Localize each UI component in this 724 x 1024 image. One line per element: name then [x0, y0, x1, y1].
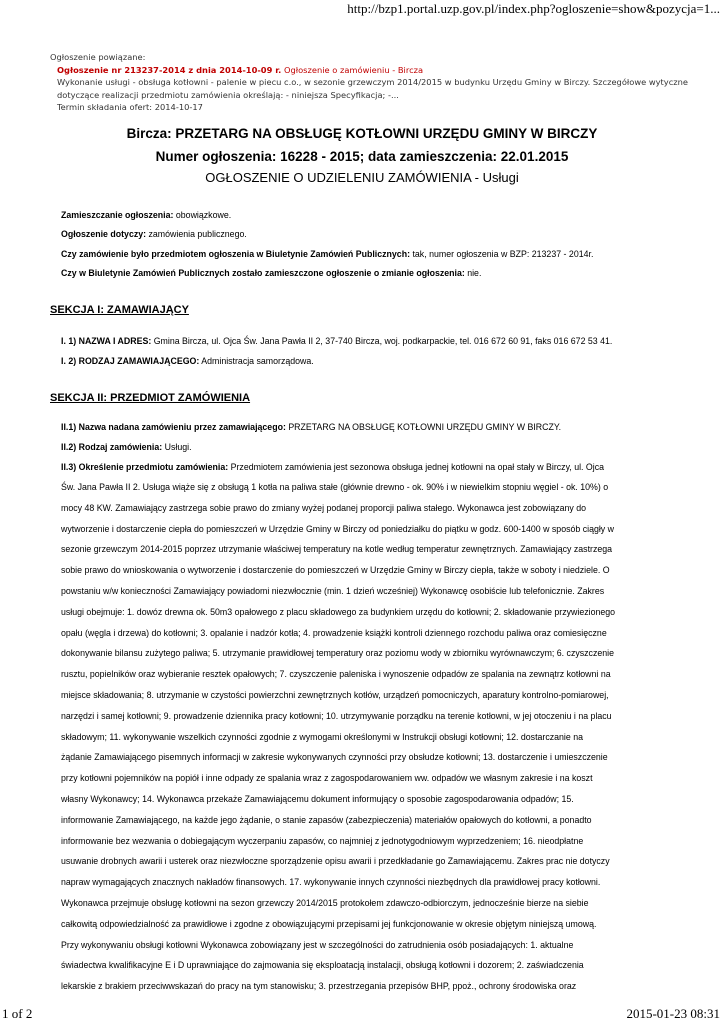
description-line: mocy 48 KW. Zamawiający zastrzega sobie prawo do zmiany wyżej podanej proporcji paliwa stałego. Wykonawca jest zobowiązany do	[61, 502, 587, 513]
related-title[interactable]: Ogłoszenie nr 213237-2014 z dnia 2014-10-09 r.	[57, 64, 282, 75]
related-desc-2: dotyczące realizacji przedmiotu zamówienia określają: - niniejsza Specyfikacja; -...	[57, 89, 399, 100]
related-link[interactable]: Ogłoszenie o zamówieniu - Bircza	[283, 64, 424, 75]
description-line: miejsce składowania; 8. utrzymanie w czystości powierzchni zewnętrznych kotłów, urządzeń pomocniczych, aparatury kontrolno-pomiarowej,	[61, 690, 609, 700]
description-first-line: II.3) Określenie przedmiotu zamówienia: Przedmiotem zamówienia jest sezonowa obsługa jednej kotłowni na opał stały w Birczy, ul. Ojca	[61, 462, 605, 472]
description-line: usługi obejmuje: 1. dowóz drewna ok. 50m3 opałowego z placu składowego za budynkiem urzędu do kotłowni; 2. składowanie przywiezionego	[61, 606, 616, 617]
description-line: sezonie grzewczym 2014-2015 poprzez utrzymanie właściwej temperatury na kotle według temperatur zewnętrznych. Zamawiający zastrzega	[61, 544, 613, 555]
description-line: Św. Jana Pawła II 2. Usługa wiąże się z obsługą 1 kotła na paliwa stałe (głównie drewno - ok. 90% i w niewielkim stopniu węgiel - ok. 10%) o	[61, 482, 609, 492]
print-footer-page: 1 of 2	[2, 1006, 33, 1021]
description-line: własny Wykonawcy; 14. Wykonawca przekaże Zamawiającemu dokument informujący o sposobie zagospodarowania odpadów; 15.	[61, 794, 574, 804]
related-notice	[50, 51, 690, 114]
description-line: dokonywanie bilansu zużytego paliwa; 5. utrzymanie prawidłowej temperatury oraz poziomu wody w zbiorniku wyrównawczym; 6. czyszczenie	[61, 648, 614, 659]
intro-row: Zamieszczanie ogłoszenia: obowiązkowe.	[61, 210, 232, 220]
description-line: świadectwa kwalifikacyjne E i D uprawniające do zajmowania się eksploatacją instalacji, obsługą kotłowni i dozorem; 2. zaświadczenia	[61, 960, 584, 971]
description-line: sobie prawo do wnioskowania o wytworzenie i dostarczenie do pomieszczeń w Urzędzie Gminy w Birczy ciepła, także w soboty i niedziele. O	[61, 565, 610, 576]
description-line: narzędzi i samej kotłowni; 9. prowadzenie dziennika pracy kotłowni; 10. utrzymywanie porządku na terenie kotłowni, w jej otoczeniu i na placu	[61, 710, 612, 721]
print-footer-datetime: 2015-01-23 08:31	[626, 1006, 720, 1021]
notice-number: Numer ogłoszenia: 16228 - 2015; data zamieszczenia: 22.01.2015	[155, 149, 569, 164]
description-line: rusztu, popielników oraz wybieranie resztek opałowych; 7. czyszczenie paleniska i wynoszenie odpadów ze spalania na zewnątrz kotłowni na	[61, 669, 611, 680]
description-line: usuwanie drobnych awarii i usterek oraz niezwłoczne sporządzenie opisu awarii i przedkładanie go Zamawiającemu. Zakres prac nie dotyczy	[61, 856, 610, 867]
related-heading: Ogłoszenie powiązane:	[50, 52, 146, 62]
section-1-title: SEKCJA I: ZAMAWIAJĄCY	[50, 304, 189, 316]
description-line: powstaniu w/w konieczności Zamawiający powiadomi niezwłocznie (min. 1 dzień wcześniej) Wykonawcę osobiście lub telefonicznie. Zakres	[61, 586, 605, 596]
section-1-row: I. 1) NAZWA I ADRES: Gmina Bircza, ul. Ojca Św. Jana Pawła II 2, 37-740 Bircza, woj. podkarpackie, tel. 016 672 60 91, faks 016 672 53 41.	[61, 336, 613, 346]
section-2-title: SEKCJA II: PRZEDMIOT ZAMÓWIENIA	[50, 392, 251, 404]
notice-title: Bircza: PRZETARG NA OBSŁUGĘ KOTŁOWNI URZĘDU GMINY W BIRCZY	[126, 126, 598, 141]
description-line: przy kotłowni pojemników na popiół i inne odpady ze spalania wraz z zagospodarowaniem ww. odpadów we własnym zakresie i na koszt	[61, 773, 593, 784]
section-2-row: II.1) Nazwa nadana zamówieniu przez zamawiającego: PRZETARG NA OBSŁUGĘ KOTŁOWNI URZĘDU GMINY W BIRCZY.	[61, 422, 562, 432]
description-line: wytworzenie i dostarczenie ciepła do pomieszczeń w Urzędzie Gminy w Birczy od poniedziałku do piątku w godz. 600-1400 w sposób ciągły w	[61, 523, 615, 534]
related-desc-1: Wykonanie usługi - obsługa kotłowni - palenie w piecu c.o., w sezonie grzewczym 2014/2015 w budynku Urzędu Gminy w Birczy. Szczegółowe wytyczne	[57, 77, 688, 87]
related-deadline: Termin składania ofert: 2014-10-17	[57, 102, 203, 112]
description-line: napraw wymagających znacznych nakładów finansowych. 17. wykonywanie innych czynności niezbędnych dla prawidłowej pracy kotłowni.	[61, 877, 601, 888]
intro-row: Ogłoszenie dotyczy: zamówienia publicznego.	[61, 229, 247, 239]
intro-row: Czy zamówienie było przedmiotem ogłoszenia w Biuletynie Zamówień Publicznych: tak, numer ogłoszenia w BZP: 213237 - 2014r.	[61, 249, 594, 259]
notice-type: OGŁOSZENIE O UDZIELENIU ZAMÓWIENIA - Usługi	[205, 170, 519, 185]
description-line: informowanie bez wezwania o dobiegającym wyczerpaniu zapasów, co najmniej z jednotygodniowym wyprzedzeniem; 16. nieodpłatne	[61, 835, 584, 846]
description-line: Wykonawca przejmuje obsługę kotłowni na sezon grzewczy 2014/2015 protokołem zdawczo-odbiorczym, jednocześnie bierze na siebie	[61, 898, 589, 908]
description-line: informowanie Zamawiającego, na każde jego żądanie, o stanie zapasów (zabezpieczenia) materiałów opałowych do kotłowni, a ponadto	[61, 814, 592, 825]
description-line: całkowitą odpowiedzialność za prawidłowe i zgodne z obowiązującymi przepisami jej funkcjonowanie w okresie objętym niniejszą umową.	[61, 918, 597, 929]
section-1-row: I. 2) RODZAJ ZAMAWIAJĄCEGO: Administracja samorządowa.	[61, 356, 314, 366]
description-line: żądanie Zamawiającego pisemnych informacji w zakresie wykonywanych czynności przy obsłudze kotłowni; 13. dostarczenie i umieszczenie	[61, 752, 608, 763]
description-line: składowym; 11. wykonywanie wszelkich czynności zgodnie z wymogami określonymi w Instrukcji obsługi kotłowni; 12. dostarczanie na	[61, 731, 584, 742]
related-title-row	[50, 64, 690, 77]
intro-row: Czy w Biuletynie Zamówień Publicznych zostało zamieszczone ogłoszenie o zmianie ogłoszenia: nie.	[61, 268, 482, 278]
description-line: lekarskie z brakiem przeciwwskazań do pracy na tym stanowisku; 3. przestrzegania przepisów BHP, ppoż., ochrony środowiska oraz	[61, 981, 577, 992]
description-line: opału (węgla i drzewa) do kotłowni; 3. opalanie i nadzór kotła; 4. prowadzenie książki kontroli dziennego rozchodu paliwa oraz comiesięczne	[61, 627, 607, 638]
print-header-url: http://bzp1.portal.uzp.gov.pl/index.php?ogloszenie=show&pozycja=1...	[347, 1, 720, 16]
description-line: Przy wykonywaniu obsługi kotłowni Wykonawca zobowiązany jest w szczególności do zatrudnienia osób posiadających: 1. aktualne	[61, 939, 574, 950]
section-2-row: II.2) Rodzaj zamówienia: Usługi.	[61, 442, 192, 452]
